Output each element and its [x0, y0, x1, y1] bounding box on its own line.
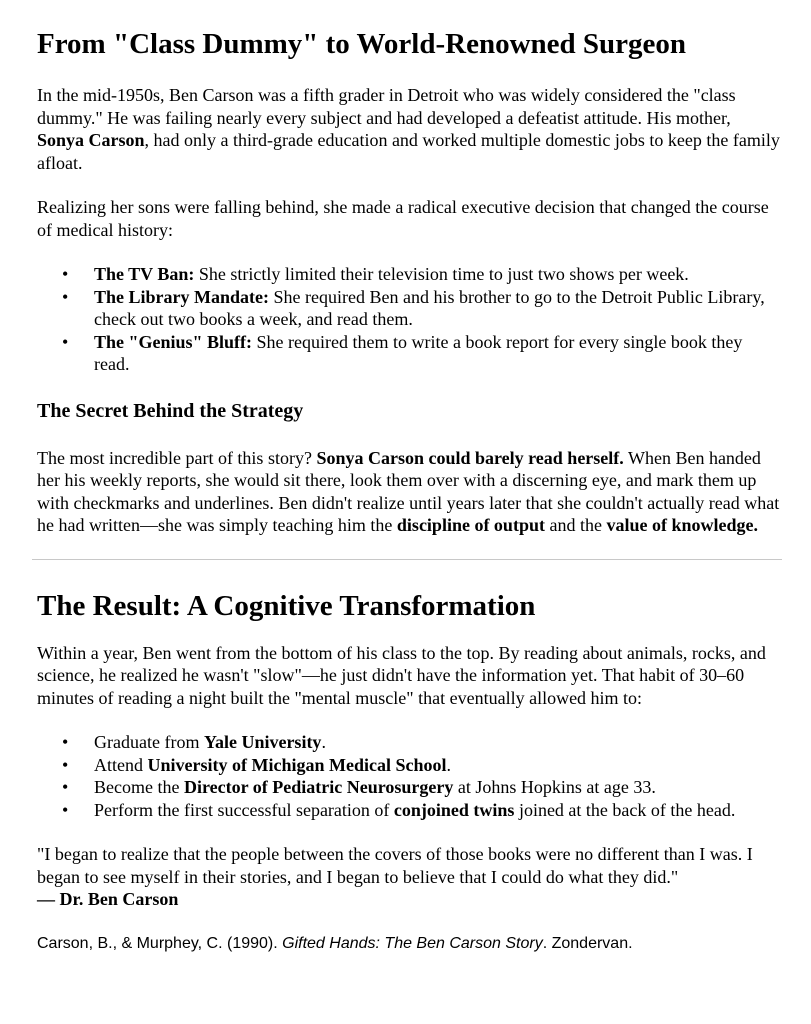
- bullet-icon: •: [62, 754, 69, 775]
- citation: Carson, B., & Murphey, C. (1990). Gifted Hands: The Ben Carson Story. Zondervan.: [37, 934, 633, 952]
- quote-attribution: — Dr. Ben Carson: [37, 889, 179, 909]
- section-subtitle: The Secret Behind the Strategy: [37, 399, 304, 422]
- bullet-icon: •: [62, 264, 69, 284]
- decision-paragraph: Realizing her sons were falling behind, she made a radical executive decision that changed the course of medical history:: [37, 197, 769, 240]
- list-item: • Perform the first successful separation of conjoined twins joined at the back of the head.: [62, 799, 736, 820]
- result-title: The Result: A Cognitive Transformation: [37, 589, 536, 622]
- list-item: • The "Genius" Bluff: She required them to write a book report for every single book they read.: [62, 331, 743, 374]
- list-item: • Become the Director of Pediatric Neurosurgery at Johns Hopkins at age 33.: [62, 777, 656, 797]
- rules-list: [37, 263, 781, 376]
- bullet-icon: •: [62, 331, 69, 352]
- list-item: • The Library Mandate: She required Ben and his brother to go to the Detroit Public Library, check out two books a week, and read them.: [62, 286, 765, 329]
- list-item: • Attend University of Michigan Medical School.: [62, 754, 451, 775]
- section-divider: [32, 559, 782, 560]
- page-title: From "Class Dummy" to World-Renowned Surgeon: [37, 28, 687, 60]
- intro-paragraph: In the mid-1950s, Ben Carson was a fifth grader in Detroit who was widely considered the "class dummy." He was failing nearly every subject and had developed a defeatist attitude. His mother, Sonya Carson, had only a third-grade education and worked multiple domestic jobs to keep the family afloat.: [37, 85, 780, 173]
- result-paragraph: Within a year, Ben went from the bottom of his class to the top. By reading about animals, rocks, and science, he realized he wasn't "slow"—he just didn't have the information yet. That habit of 30–60 minutes of reading a night built the "mental muscle" that eventually allowed him to:: [37, 642, 766, 708]
- sonya-carson-name: Sonya Carson: [37, 130, 145, 150]
- bullet-icon: •: [62, 286, 69, 307]
- list-item: • Graduate from Yale University.: [62, 732, 326, 752]
- quote-block: [37, 843, 781, 911]
- achievements-list: [37, 731, 781, 821]
- bullet-icon: •: [62, 732, 69, 752]
- quote-text: "I began to realize that the people between the covers of those books were no different than I was. I began to see myself in their stories, and I began to believe that I could do what they did.": [37, 844, 753, 887]
- bullet-icon: •: [62, 777, 69, 797]
- bullet-icon: •: [62, 799, 69, 820]
- list-item: • The TV Ban: She strictly limited their television time to just two shows per week.: [62, 264, 689, 284]
- citation-title: Gifted Hands: The Ben Carson Story: [282, 934, 543, 952]
- secret-paragraph: The most incredible part of this story? Sonya Carson could barely read herself. When Ben handed her his weekly reports, she would sit there, look them over with a discerning eye, and mark them up with checkmarks and underlines. Ben didn't realize until years later that she couldn't actually read what he had written—she was simply teaching him the discipline of output and the value of knowledge.: [37, 447, 780, 535]
